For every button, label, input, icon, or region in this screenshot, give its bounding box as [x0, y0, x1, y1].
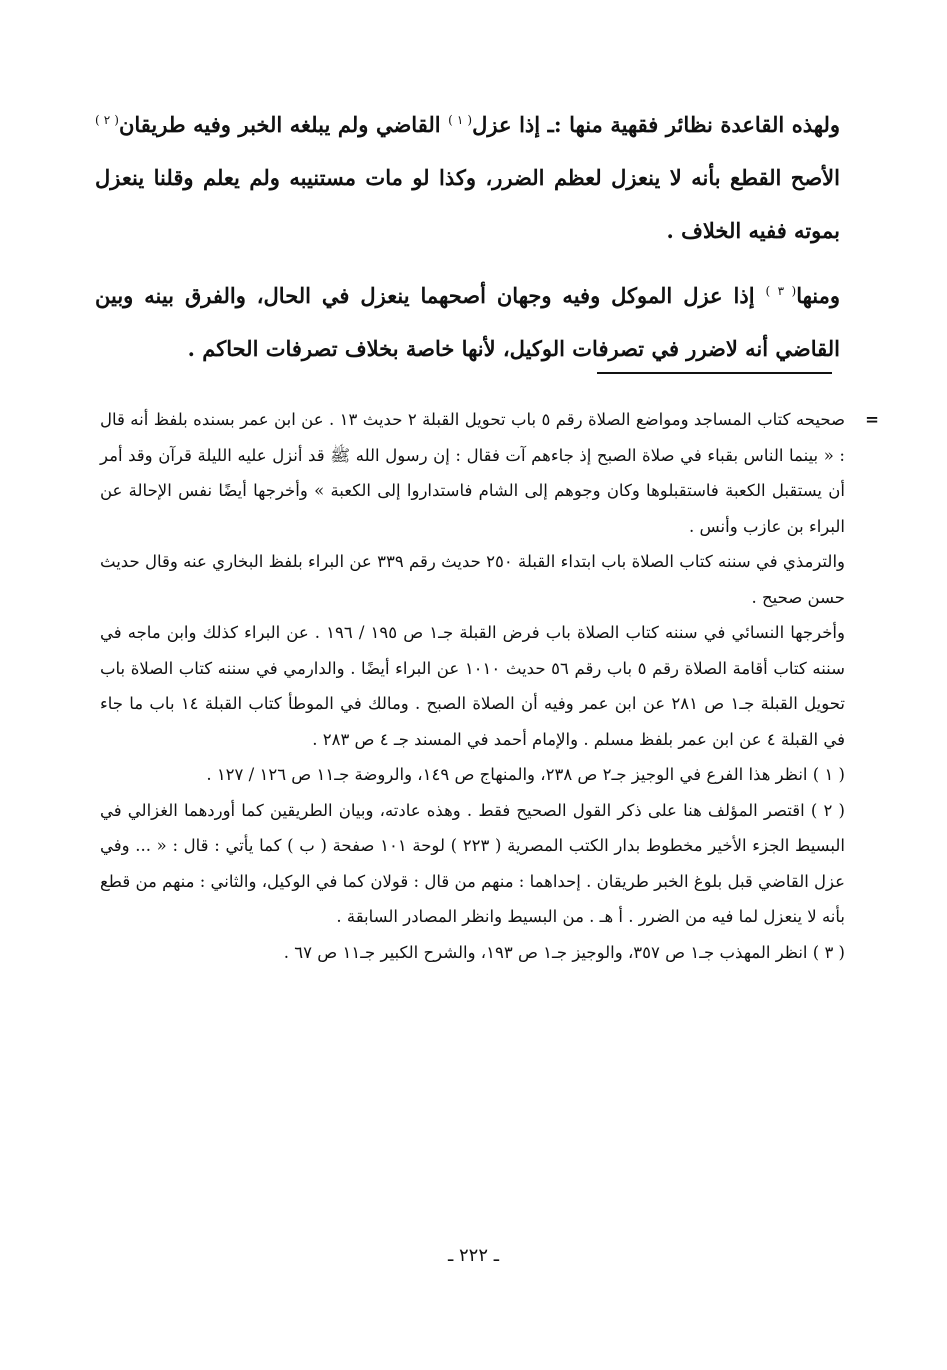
text-run: الأصح القطع بأنه لا ينعزل لعظم الضرر، وكذا لو مات مستنيبه ولم يعلم وقلنا ينعزل بموته ففيه الخلاف .	[95, 165, 840, 243]
page-number: ـ ٢٢٢ ـ	[447, 1245, 499, 1266]
footnote-continuation	[100, 615, 845, 757]
footnote-text: ( ٢ ) اقتصر المؤلف هنا على ذكر القول الصحيح فقط . وهذه عادته، وبيان الطريقين كما أوردهما الغزالي في البسيط الجزء الأخير مخطوط بدار الكتب المصرية ( ٢٢٣ ) لوحة ١٠١ صفحة ( ب ) كما يأتي : قال : « ... وفي عزل القاضي قبل بلوغ الخبر طريقان . إحداهما : منهم من قال : قولان كما في الوكيل، والثاني : منهم من قطع بأنه لا ينعزل لما فيه من الضرر . أ هـ . من البسيط وانظر المصادر السابقة .	[100, 800, 845, 926]
footnote-continuation	[100, 544, 845, 615]
footnote-text: صحيحه كتاب المساجد ومواضع الصلاة رقم ٥ باب تحويل القبلة ٢ حديث ١٣ . عن ابن عمر بسنده بلفظ أنه قال : « بينما الناس بقباء في صلاة الصبح إذ جاءهم آت فقال : إن رسول الله ﷺ قد أنزل عليه الليلة قرآن وقد أمر أن يستقبل الكعبة فاستقبلوها وكان وجوهم إلى الشام فاستداروا إلى الكعبة » وأخرجها أيضًا نفس الإحالة عن البراء بن عازب وأنس .	[100, 410, 846, 536]
main-paragraph	[95, 269, 840, 375]
continuation-mark: =	[865, 410, 879, 429]
footnote-text: ( ١ ) انظر هذا الفرع في الوجيز جـ٢ ص ٢٣٨، والمنهاج ص ١٤٩، والروضة جـ١١ ص ١٢٦ / ١٢٧ .	[206, 765, 845, 784]
footnote-2	[100, 793, 845, 935]
text-run: ولهذه القاعدة نظائر فقهية منها :ـ إذا عزل	[472, 112, 840, 137]
footnote-continuation	[100, 402, 879, 544]
main-text	[95, 98, 840, 375]
text-run: إذا عزل الموكل وفيه وجهان أصحهما ينعزل في الحال، والفرق بينه وبين القاضي أنه لاضرر في تصرفات الوكيل، لأنها خاصة بخلاف تصرفات الحاكم .	[95, 283, 840, 361]
footnote-text: ( ٣ ) انظر المهذب جـ١ ص ٣٥٧، والوجيز جـ١ ص ١٩٣، والشرح الكبير جـ١١ ص ٦٧ .	[283, 942, 845, 962]
footnote-text: وأخرجها النسائي في سننه كتاب الصلاة باب فرض القبلة جـ١ ص ١٩٥ / ١٩٦ . عن البراء كذلك وابن ماجه في سننه كتاب أقامة الصلاة رقم ٥ باب رقم ٥٦ حديث ١٠١٠ عن البراء أيضًا . والدارمي في سننه كتاب الصلاة باب تحويل القبلة جـ١ ص ٢٨١ عن ابن عمر وفيه أن الصلاة الصبح . ومالك في الموطأ كتاب القبلة ١٤ باب ما جاء في القبلة ٤ عن ابن عمر بلفظ مسلم . والإمام أحمد في المسند جـ ٤ ص ٢٨٣ .	[100, 623, 845, 749]
footnote-ref-2: ( ٢ )	[95, 113, 119, 127]
footnote-ref-3: ( ٣ )	[765, 284, 797, 298]
text-run: القاضي ولم يبلغه الخبر وفيه طريقان	[118, 112, 449, 137]
main-paragraph	[95, 98, 840, 257]
footnote-1	[100, 757, 845, 793]
footnote-3	[100, 935, 845, 971]
footnote-ref-1: ( ١ )	[448, 113, 473, 127]
text-run: ومنها	[796, 283, 840, 308]
footnote-separator	[597, 372, 832, 374]
footnotes-section	[100, 402, 879, 970]
footnote-text: والترمذي في سننه كتاب الصلاة باب ابتداء القبلة ٢٥٠ حديث رقم ٣٣٩ عن البراء بلفظ البخاري عنه وقال حديث حسن صحيح .	[100, 552, 845, 607]
